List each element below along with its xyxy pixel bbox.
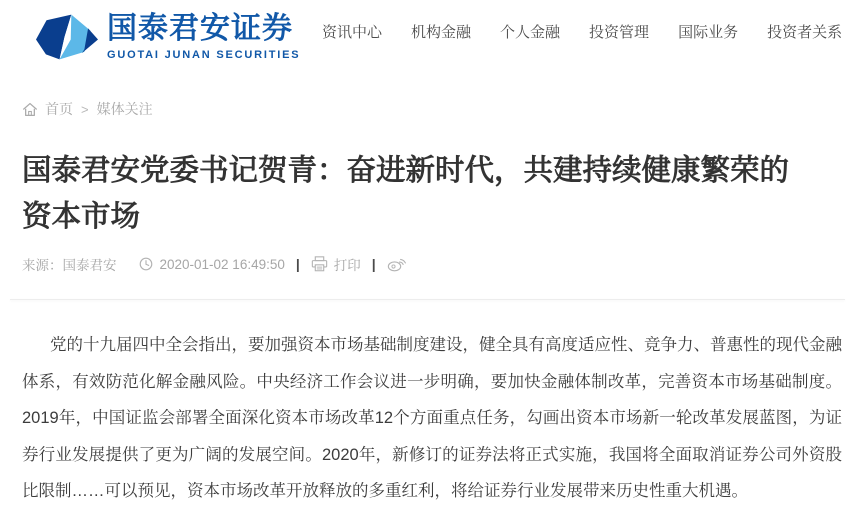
nav-item-investment-management[interactable]: 投资管理 xyxy=(589,23,650,41)
article-meta xyxy=(22,254,406,274)
site-header xyxy=(0,0,855,88)
gem-logo-icon xyxy=(36,14,98,60)
meta-separator: | xyxy=(295,256,300,272)
nav-item-personal-finance[interactable]: 个人金融 xyxy=(500,23,561,41)
main-nav xyxy=(322,0,855,62)
logo-name-cn: 国泰君安证券 xyxy=(107,12,293,45)
publish-datetime: 2020-01-02 16:49:50 xyxy=(159,256,285,272)
section-divider xyxy=(10,299,845,300)
nav-item-international-business[interactable]: 国际业务 xyxy=(678,23,739,41)
logo-name-en: GUOTAI JUNAN SECURITIES xyxy=(107,49,301,61)
printer-icon xyxy=(311,256,328,272)
breadcrumb xyxy=(22,99,153,119)
print-label: 打印 xyxy=(333,258,361,273)
nav-item-investor-relations[interactable]: 投资者关系 xyxy=(767,23,843,41)
breadcrumb-chevron: > xyxy=(81,101,89,117)
breadcrumb-home-link[interactable]: 首页 xyxy=(45,101,73,117)
home-icon[interactable] xyxy=(22,102,38,117)
nav-item-institutional-finance[interactable]: 机构金融 xyxy=(411,23,472,41)
nav-item-news-center[interactable]: 资讯中心 xyxy=(322,23,383,41)
breadcrumb-current-media-focus[interactable]: 媒体关注 xyxy=(96,101,153,117)
source-value: 国泰君安 xyxy=(62,258,117,273)
clock-icon xyxy=(139,257,153,271)
logo-text xyxy=(107,12,300,61)
article-body-paragraph: 党的十九届四中全会指出，要加强资本市场基础制度建设，健全具有高度适应性、竞争力、普惠性的现代金融体系，有效防范化解金融风险。中央经济工作会议进一步明确，要加快金融体制改革，完善资本市场基础制度。2019年，中国证监会部署全面深化资本市场改革12个方面重点任务，勾画出资本市场新一轮改革发展蓝图，为证券行业发展提供了更为广阔的发展空间。2020年，新修订的证券法将正式实施，我国将全面取消证券公司外资股比限制……可以预见，资本市场改革开放释放的多重红利，将给证券行业发展带来历史性重大机遇。 xyxy=(22,336,842,500)
article-title: 国泰君安党委书记贺青：奋进新时代，共建持续健康繁荣的资本市场 xyxy=(22,154,790,233)
weibo-icon xyxy=(387,256,406,272)
source-label: 来源： xyxy=(22,258,63,273)
weibo-share-button[interactable] xyxy=(387,256,406,272)
print-button[interactable] xyxy=(311,254,361,274)
meta-separator-2: | xyxy=(371,256,376,272)
site-logo[interactable] xyxy=(36,12,300,61)
